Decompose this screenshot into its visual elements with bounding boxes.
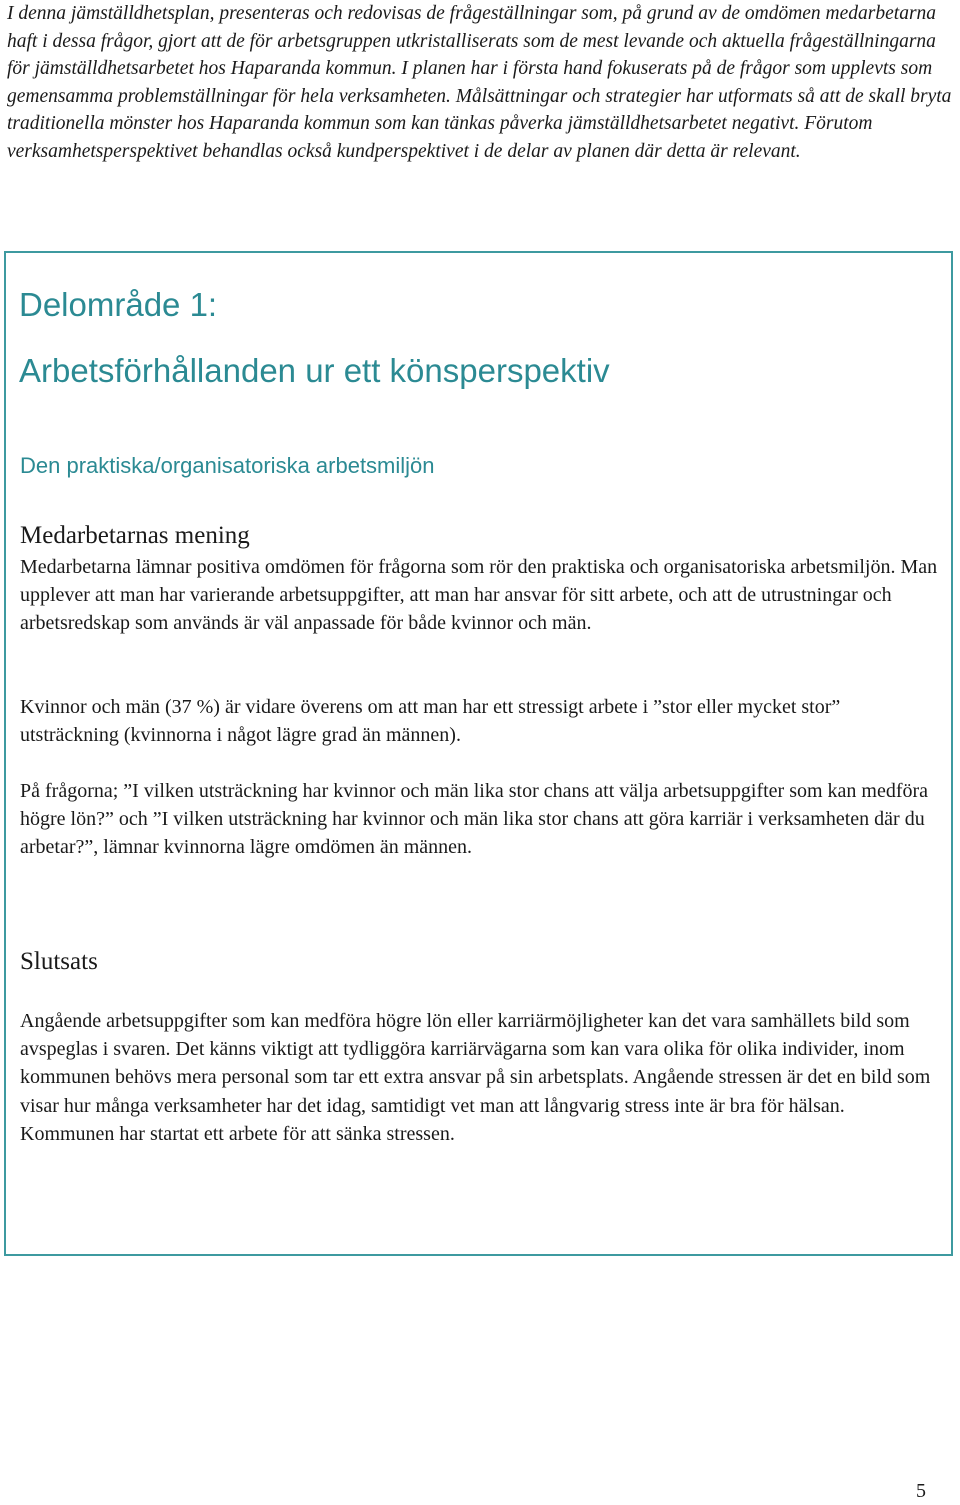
slutsats-heading: Slutsats — [20, 948, 98, 975]
page-number: 5 — [916, 1480, 926, 1502]
paragraph-lika-chans: På frågorna; ”I vilken utsträckning har kvinnor och män lika stor chans att välja arbetsuppgifter som kan medföra högre lön?” och ”I vilken utsträckning har kvinnor och män lika stor chans att göra karriär i verksamheten där du arbetar?”, lämnar kvinnorna lägre omdömen än männen. — [20, 780, 929, 859]
section-subtitle: Den praktiska/organisatoriska arbetsmiljön — [20, 453, 435, 478]
section-title: Arbetsförhållanden ur ett könsperspektiv — [19, 352, 610, 389]
paragraph-praktisk-arbetsmiljo: Medarbetarna lämnar positiva omdömen för frågorna som rör den praktiska och organisatoriska arbetsmiljön. Man upplever att man har varierande arbetsuppgifter, att man har ansvar för sitt arbete, och att de utrustningar och arbetsredskap som används är väl anpassade för både kvinnor och män. — [20, 556, 938, 635]
paragraph-slutsats: Angående arbetsuppgifter som kan medföra högre lön eller karriärmöjligheter kan det vara samhällets bild som avspeglas i svaren. Det känns viktigt att tydliggöra karriärvägarna som kan vara olika för olika individer, inom kommunen behövs mera personal som tar ett extra ansvar på sin arbetsplats. Angående stressen är det en bild som visar hur många verksamheter har det idag, samtidigt vet man att långvarig stress inte är bra för hälsan. Kommunen har startat ett arbete för att sänka stressen. — [20, 1010, 931, 1145]
intro-paragraph: I denna jämställdhetsplan, presenteras och redovisas de frågeställningar som, på grund av de omdömen medarbetarna haft i dessa frågor, gjort att de för arbetsgruppen utkristalliserats som de mest levande och aktuella frågeställningarna för jämställdhetsarbetet hos Haparanda kommun. I planen har i första hand fokuserats på de frågor som upplevts som gemensamma problemställningar för hela verksamheten. Målsättningar och strategier har utformats så att de skall bryta traditionella mönster hos Haparanda kommun som kan tänkas påverka jämställdhetsarbetet negativt. Förutom verksamhetsperspektivet behandlas också kundperspektivet i de delar av planen där detta är relevant. — [7, 3, 952, 162]
section-number-heading: Delområde 1: — [19, 286, 218, 323]
medarbetarnas-mening-heading: Medarbetarnas mening — [20, 522, 250, 549]
paragraph-stress: Kvinnor och män (37 %) är vidare överens om att man har ett stressigt arbete i ”stor eller mycket stor” utsträckning (kvinnorna i något lägre grad än männen). — [20, 696, 841, 747]
